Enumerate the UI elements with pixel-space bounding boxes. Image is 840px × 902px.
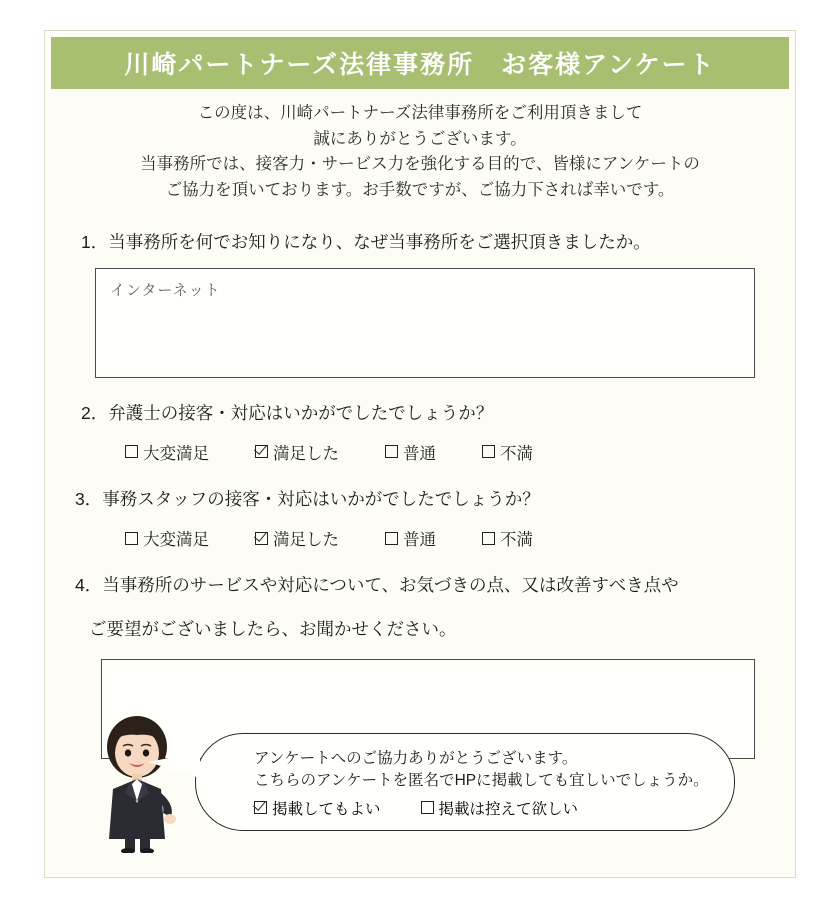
bubble-line-2: こちらのアンケートを匿名でHPに掲載しても宜しいでしょうか。: [254, 772, 709, 790]
q2-option-very-satisfied[interactable]: [125, 440, 209, 464]
checkbox-icon[interactable]: [482, 445, 495, 458]
checkbox-checked-icon[interactable]: [255, 532, 268, 545]
q2-option-satisfied[interactable]: [255, 440, 339, 464]
question-1-answer-text: インターネット: [110, 280, 221, 299]
publish-option-label-1: 掲載は控えて欲しい: [438, 800, 579, 818]
q3-option-label-2: 普通: [403, 531, 436, 549]
page-title: 川崎パートナーズ法律事務所 お客様アンケート: [124, 51, 716, 79]
q2-option-label-3: 不満: [500, 444, 533, 463]
checkbox-icon[interactable]: [385, 445, 398, 458]
q3-option-average[interactable]: [385, 526, 436, 550]
publish-option-label-0: 掲載してもよい: [272, 800, 381, 818]
publish-consent-options: [254, 797, 734, 819]
question-4-text-line-1: 当事務所のサービスや対応について、お気づきの点、又は改善すべき点や: [102, 575, 679, 595]
avatar: [91, 713, 183, 853]
question-1-text: 当事務所を何でお知りになり、なぜ当事務所をご選択頂きましたか。: [108, 232, 651, 253]
checkbox-icon[interactable]: [125, 532, 138, 545]
question-3-label: [75, 486, 795, 512]
intro-line-2: 誠にありがとうございます。: [313, 129, 527, 148]
question-2-options: [125, 440, 795, 464]
publish-option-yes[interactable]: [254, 797, 381, 819]
q3-option-label-0: 大変満足: [143, 531, 209, 549]
question-4-text-line-2: ご要望がございましたら、お聞かせください。: [89, 619, 457, 640]
question-2-label: [81, 400, 795, 426]
question-1-answer-box[interactable]: [95, 268, 755, 378]
question-3-number: 3．: [75, 488, 103, 509]
question-1-number: 1．: [81, 232, 109, 253]
question-2-text: 弁護士の接客・対応はいかがでしたでしょうか？: [108, 402, 494, 423]
checkbox-icon[interactable]: [421, 801, 434, 814]
q3-option-label-3: 不満: [500, 531, 533, 549]
footer-area: [45, 713, 795, 863]
checkbox-icon[interactable]: [385, 532, 398, 545]
bubble-line-1: アンケートへのご協力ありがとうございます。: [254, 750, 578, 767]
survey-sheet: [44, 30, 796, 878]
question-2-number: 2．: [81, 402, 109, 423]
intro-paragraph: [73, 101, 767, 203]
checkbox-checked-icon[interactable]: [254, 801, 267, 814]
speech-bubble-tail: [148, 752, 200, 778]
q2-option-label-2: 普通: [403, 444, 436, 463]
question-1-label: [81, 229, 795, 255]
question-3-options: [125, 526, 795, 550]
speech-bubble: [195, 733, 735, 831]
q2-option-label-0: 大変満足: [143, 444, 209, 463]
question-4-label: [75, 572, 795, 643]
checkbox-icon[interactable]: [125, 445, 138, 458]
survey-title-band: [51, 37, 789, 89]
publish-option-no[interactable]: [421, 797, 579, 819]
q3-option-dissatisfied[interactable]: [482, 526, 533, 550]
question-3-text: 事務スタッフの接客・対応はいかがでしたでしょうか？: [102, 488, 540, 509]
q3-option-label-1: 満足した: [273, 531, 339, 549]
intro-line-1: この度は、川崎パートナーズ法律事務所をご利用頂きまして: [197, 104, 643, 122]
intro-line-4: ご協力を頂いております。お手数ですが、ご協力下されば幸いです。: [165, 180, 675, 199]
q3-option-very-satisfied[interactable]: [125, 526, 209, 550]
checkbox-checked-icon[interactable]: [255, 445, 268, 458]
q2-option-dissatisfied[interactable]: [482, 440, 533, 464]
question-4-number: 4．: [75, 575, 103, 595]
q3-option-satisfied[interactable]: [255, 526, 339, 550]
intro-line-3: 当事務所では、接客力・サービス力を強化する目的で、皆様にアンケートの: [140, 155, 700, 174]
q2-option-label-1: 満足した: [273, 444, 339, 463]
checkbox-icon[interactable]: [482, 532, 495, 545]
q2-option-average[interactable]: [385, 440, 436, 464]
